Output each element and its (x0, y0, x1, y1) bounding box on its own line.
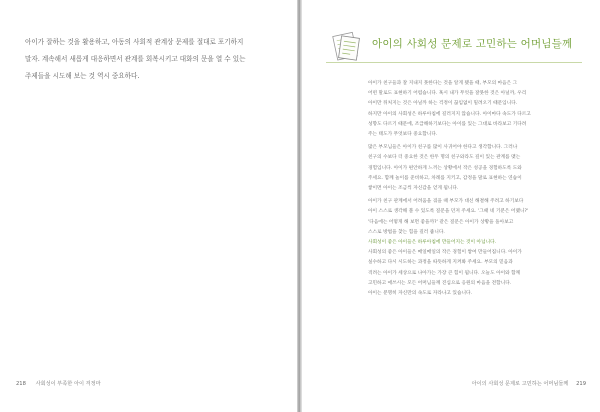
green-subheading: 사회성이 좋은 아이들은 하루아침에 만들어지는 것이 아닙니다. (368, 240, 497, 246)
body-line: 아이 스스로 생각해 볼 수 있도록 질문을 던져 주세요. '그때 네 기분은 어땠니?' (368, 209, 529, 215)
body-line: 주는 태도가 무엇보다 중요합니다. (368, 132, 438, 138)
body-line: 아이가 친구 관계에서 어려움을 겪을 때 부모가 대신 해결해 주려고 하기보다 (368, 199, 524, 205)
body-line: '다음에는 어떻게 해 보면 좋을까?' 같은 질문은 아이가 상황을 돌아보고 (368, 219, 514, 225)
notepad-icon (329, 28, 363, 64)
body-line: 아이만 뒤처지는 것은 아닐까 하는 걱정이 끊임없이 밀려오기 때문입니다. (368, 101, 518, 107)
right-page (302, 0, 600, 412)
body-line: 많은 부모님들은 아이가 친구를 많이 사귀어야 한다고 생각합니다. 그러나 (368, 145, 518, 151)
left-line: 말자. 계속해서 새롭게 대응하면서 관계를 회복시키고 대화의 문을 열 수 있는 (25, 55, 246, 63)
body-line: 아이가 친구들과 잘 지내지 못한다는 것을 알게 됐을 때, 부모의 마음은 그 (368, 81, 518, 86)
left-line: 주제들을 시도해 보는 것 역시 중요하다. (25, 72, 140, 80)
body-line: 격려는 아이가 세상으로 나아가는 가장 큰 힘이 됩니다. 오늘도 아이와 함께 (368, 270, 521, 276)
body-line: 스스로 방법을 찾는 힘을 길러 줍니다. (368, 229, 445, 235)
body-line: 주세요. 함께 놀이를 준비하고, 차례를 지키고, 감정을 말로 표현하는 연습이 (368, 175, 522, 181)
left-page-number: 218 (16, 381, 26, 387)
right-page-number: 219 (576, 381, 586, 387)
left-line: 아이가 잘하는 것을 활용하고, 아동의 사회적 관계상 문제를 절대로 포기하지 (25, 38, 244, 46)
body-line: 고민하고 애쓰시는 모든 어머님들께 진심으로 응원의 마음을 전합니다. (368, 280, 512, 286)
body-line: 어떤 말로도 표현하기 어렵습니다. 혹시 내가 무엇을 잘못한 것은 아닐까, 우리 (368, 91, 527, 97)
right-footer (472, 380, 586, 387)
right-body (368, 79, 586, 299)
heading-rule (326, 62, 582, 63)
right-running-title: 아이의 사회성 문제로 고민하는 어머님들께 (471, 381, 569, 387)
body-line: 실수하고 다시 시도하는 과정을 따뜻하게 지켜봐 주세요. 부모의 믿음과 (368, 260, 513, 266)
left-footer (16, 380, 101, 387)
left-running-title: 사회성이 부족한 아이 걱정마 (35, 381, 101, 387)
body-line: 쌓이면 아이는 조금씩 자신감을 얻게 됩니다. (368, 186, 459, 192)
body-line: 하지만 아이의 사회성은 하루아침에 길러지지 않습니다. 아이마다 속도가 다르고 (368, 111, 531, 117)
left-page (0, 0, 297, 412)
body-line: 성향도 다르기 때문에, 조급해하기보다는 아이를 있는 그대로 바라보고 기다려 (368, 121, 527, 127)
body-line: 아이는 분명히 자신만의 속도로 자라나고 있습니다. (368, 291, 473, 297)
chapter-heading: 아이의 사회성 문제로 고민하는 어머님들께 (372, 38, 573, 50)
body-line: 사회성의 좋은 아이들은 매일매일의 작은 경험이 쌓여 만들어집니다. 아이가 (368, 250, 522, 256)
body-line: 경험입니다. 아이가 편안하게 느끼는 상황에서 작은 성공을 경험하도록 도와 (368, 165, 522, 171)
left-paragraph (25, 34, 280, 85)
body-line: 친구의 수보다 더 중요한 것은 한두 명의 친구와라도 깊이 있는 관계를 맺는 (368, 155, 521, 161)
